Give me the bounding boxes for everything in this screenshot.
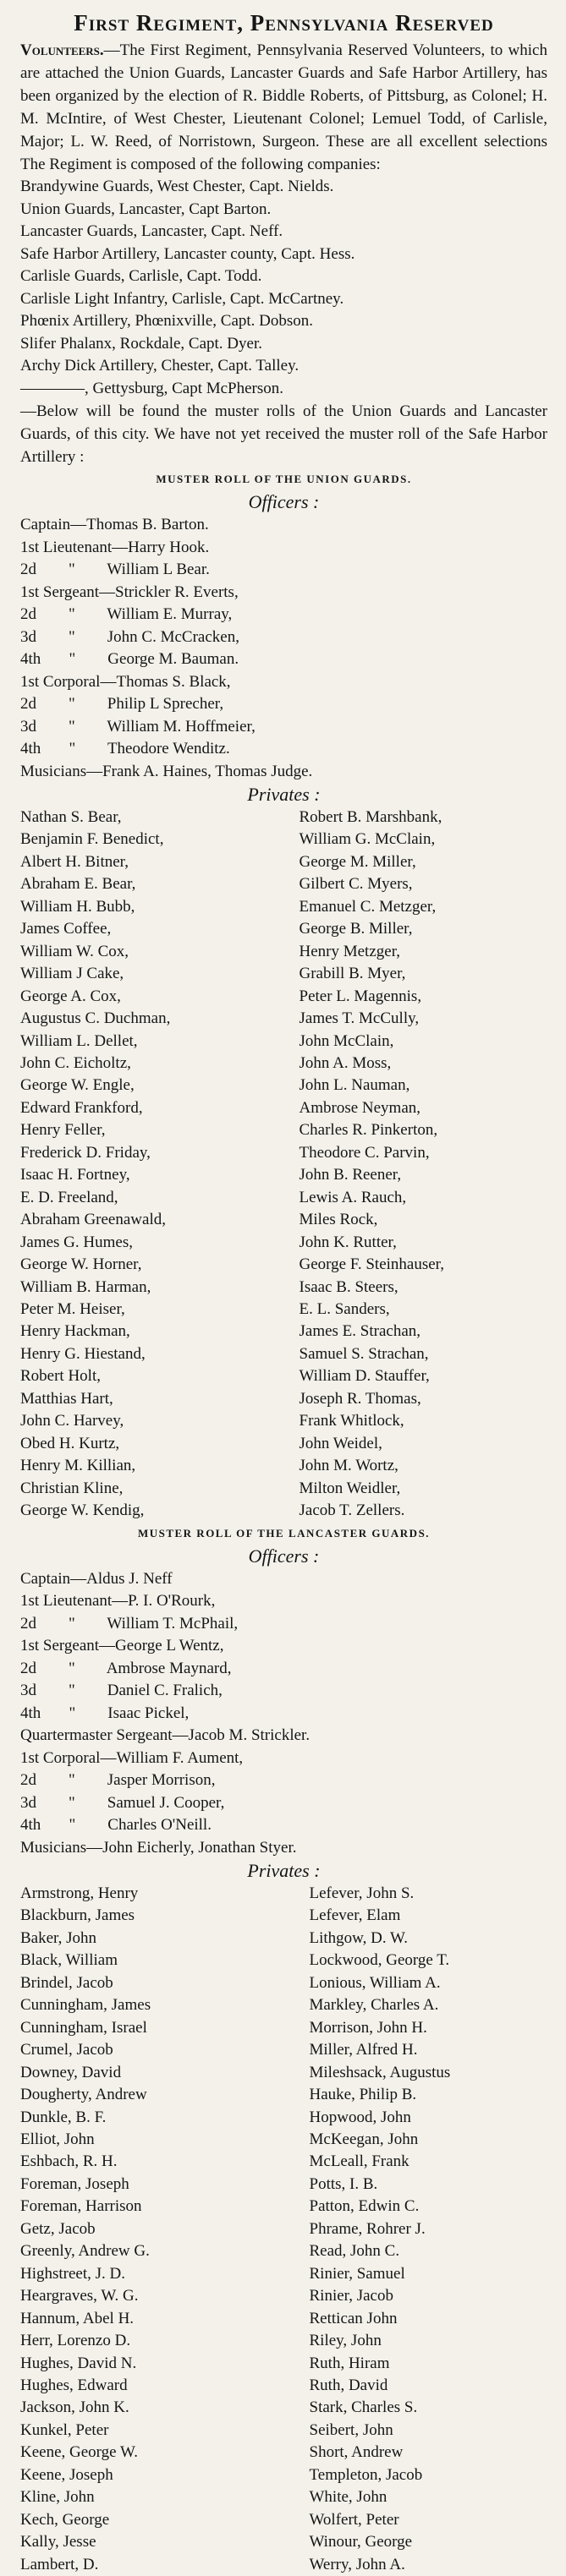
private-name: Rinier, Jacob <box>309 2287 393 2305</box>
private-name: John C. Harvey, <box>20 1412 124 1430</box>
private-name: Ruth, Hiram <box>309 2354 390 2372</box>
private-name: Kech, George <box>20 2510 110 2529</box>
private-name: Black, William <box>20 1951 118 1970</box>
company-item: ————, Gettysburg, Capt McPherson. <box>20 379 284 397</box>
private-name: George W. Horner, <box>20 1255 142 1274</box>
private-name: Hughes, Edward <box>20 2376 128 2394</box>
lancaster-privates-heading: Privates : <box>247 1860 321 1881</box>
intro-text: —The First Regiment, Pennsylvania Reserved Volunteers, to which are attached the Union Guards, Lancaster Guards and Safe Harbor Artillery, has been organized by the election of R. Biddle Roberts, of Pittsburg, as Colonel; H. M. McIntire, of West Chester, Lieutenant Colonel; Lemuel Todd, of Carlisle, Major; L. W. Reed, of Norristown, Surgeon. These are all excellent selections The Regiment is composed of the following companies: <box>20 41 547 173</box>
private-name: Robert Holt, <box>20 1367 101 1386</box>
company-item: Carlisle Guards, Carlisle, Capt. Todd. <box>20 267 262 285</box>
private-name: George W. Kendig, <box>20 1501 145 1520</box>
muster-note: —Below will be found the muster rolls of the Union Guards and Lancaster Guards, of this city. We have not yet received the muster roll of the Safe Harbor Artillery : <box>20 402 547 466</box>
private-name: Eshbach, R. H. <box>20 2152 118 2171</box>
private-name: Short, Andrew <box>309 2443 404 2462</box>
private-name: Miles Rock, <box>299 1211 378 1229</box>
private-name: Grabill B. Myer, <box>299 965 406 983</box>
private-name: Keene, George W. <box>20 2443 138 2462</box>
officer-line: 1st Sergeant—George L Wentz, <box>20 1637 224 1654</box>
lancaster-privates-grid <box>20 1883 547 2576</box>
private-name: Hauke, Philip B. <box>309 2086 417 2104</box>
private-name: Baker, John <box>20 1928 96 1947</box>
private-name: Cunningham, Israel <box>20 2018 147 2037</box>
private-name: Nathan S. Bear, <box>20 808 122 826</box>
private-name: William G. McClain, <box>299 830 436 849</box>
private-name: Peter L. Magennis, <box>299 987 422 1005</box>
private-name: Obed H. Kurtz, <box>20 1434 120 1452</box>
private-name: Downey, David <box>20 2063 122 2081</box>
private-name: Highstreet, J. D. <box>20 2264 126 2283</box>
private-name: George W. Engle, <box>20 1076 135 1095</box>
private-name: Frank Whitlock, <box>299 1412 404 1430</box>
officer-line: Quartermaster Sergeant—Jacob M. Strickler. <box>20 1726 310 1744</box>
officer-line: 3d " Daniel C. Fralich, <box>20 1682 223 1699</box>
private-name: William B. Harman, <box>20 1277 151 1296</box>
private-name: Hughes, David N. <box>20 2354 137 2372</box>
private-name: Gilbert C. Myers, <box>299 875 413 894</box>
private-name: George B. Miller, <box>299 920 413 938</box>
private-name: Brindel, Jacob <box>20 1973 113 1992</box>
union-guards-heading: MUSTER ROLL OF THE UNION GUARDS. <box>156 473 412 485</box>
article-title: First Regiment, Pennsylvania Reserved <box>74 10 494 36</box>
private-name: William J Cake, <box>20 965 124 983</box>
company-item: Archy Dick Artillery, Chester, Capt. Talley. <box>20 357 299 375</box>
private-name: John B. Reener, <box>299 1166 402 1184</box>
private-name: Robert B. Marshbank, <box>299 808 442 826</box>
lancaster-officers-heading: Officers : <box>248 1545 320 1567</box>
private-name: Phrame, Rohrer J. <box>309 2219 426 2238</box>
private-name: Edward Frankford, <box>20 1098 143 1117</box>
officer-line: 2d " Ambrose Maynard, <box>20 1659 232 1677</box>
private-name: Markley, Charles A. <box>309 1996 439 2015</box>
private-name: Mileshsack, Augustus <box>309 2063 451 2081</box>
private-name: Rinier, Samuel <box>309 2264 405 2283</box>
lancaster-officers-list <box>20 1568 547 1860</box>
private-name: Samuel S. Strachan, <box>299 1344 429 1363</box>
private-name: Peter M. Heiser, <box>20 1299 125 1318</box>
union-officers-list <box>20 514 547 783</box>
officer-line: 1st Sergeant—Strickler R. Everts, <box>20 582 239 601</box>
private-name: William L. Dellet, <box>20 1031 138 1050</box>
private-name: Seibert, John <box>309 2420 393 2439</box>
company-item: Lancaster Guards, Lancaster, Capt. Neff. <box>20 222 283 240</box>
officer-line: 4th " George M. Bauman. <box>20 650 239 668</box>
company-item: Phœnix Artillery, Phœnixville, Capt. Dobson. <box>20 312 314 330</box>
union-officers-heading: Officers : <box>248 491 320 512</box>
private-name: Lambert, D. <box>20 2555 99 2573</box>
private-name: E. L. Sanders, <box>299 1299 390 1318</box>
private-name: Morrison, John H. <box>309 2018 427 2037</box>
private-name: Benjamin F. Benedict, <box>20 830 164 849</box>
private-name: Wolfert, Peter <box>309 2510 399 2529</box>
private-name: Miller, Alfred H. <box>309 2041 418 2059</box>
private-name: Isaac H. Fortney, <box>20 1166 130 1184</box>
private-name: George A. Cox, <box>20 987 121 1005</box>
private-name: Crumel, Jacob <box>20 2041 113 2059</box>
private-name: John Weidel, <box>299 1434 382 1452</box>
officer-line: 4th " Theodore Wenditz. <box>20 740 230 757</box>
private-name: McLeall, Frank <box>309 2152 409 2171</box>
union-privates-grid <box>20 807 547 1523</box>
officer-line: Captain—Aldus J. Neff <box>20 1569 173 1588</box>
private-name: John M. Wortz, <box>299 1457 398 1475</box>
company-list <box>20 176 547 400</box>
private-name: John L. Nauman, <box>299 1076 410 1095</box>
private-name: Armstrong, Henry <box>20 1884 139 1902</box>
private-name: Jacob T. Zellers. <box>299 1501 405 1520</box>
private-name: Greenly, Andrew G. <box>20 2242 150 2261</box>
private-name: Henry G. Hiestand, <box>20 1344 146 1363</box>
officer-line: 2d " William E. Murray, <box>20 605 233 623</box>
private-name: Joseph R. Thomas, <box>299 1389 421 1408</box>
officer-line: 3d " John C. McCracken, <box>20 627 239 646</box>
intro-paragraph <box>20 39 547 176</box>
private-name: Hopwood, John <box>309 2108 411 2126</box>
officer-line: Captain—Thomas B. Barton. <box>20 516 209 533</box>
private-name: E. D. Freeland, <box>20 1188 118 1206</box>
company-item: Brandywine Guards, West Chester, Capt. Nields. <box>20 178 334 195</box>
private-name: Werry, John A. <box>309 2555 405 2573</box>
officer-line: 2d " Jasper Morrison, <box>20 1771 216 1789</box>
private-name: Theodore C. Parvin, <box>299 1143 430 1162</box>
private-name: Emanuel C. Metzger, <box>299 897 437 916</box>
private-name: Frederick D. Friday, <box>20 1143 151 1162</box>
private-name: Lockwood, George T. <box>309 1951 450 1970</box>
private-name: Riley, John <box>309 2332 382 2350</box>
private-name: Foreman, Harrison <box>20 2197 142 2216</box>
private-name: Rettican John <box>309 2309 398 2327</box>
private-name: McKeegan, John <box>309 2130 419 2148</box>
private-name: John C. Eicholtz, <box>20 1053 131 1072</box>
private-name: Winour, George <box>309 2533 413 2551</box>
private-name: Lonious, William A. <box>309 1973 441 1992</box>
private-name: Isaac B. Steers, <box>299 1277 398 1296</box>
company-item: Slifer Phalanx, Rockdale, Capt. Dyer. <box>20 334 262 353</box>
private-name: James E. Strachan, <box>299 1322 421 1341</box>
intro-lead-word: Volunteers. <box>20 41 104 59</box>
private-name: William W. Cox, <box>20 942 129 960</box>
officer-line: 2d " William T. McPhail, <box>20 1614 239 1633</box>
officer-line: 1st Lieutenant—Harry Hook. <box>20 538 210 556</box>
officer-line: 3d " Samuel J. Cooper, <box>20 1793 225 1812</box>
private-name: James Coffee, <box>20 920 112 938</box>
private-name: Getz, Jacob <box>20 2219 96 2238</box>
private-name: William H. Bubb, <box>20 897 135 916</box>
private-name: Lefever, John S. <box>309 1884 415 1902</box>
officer-line: 3d " William M. Hoffmeier, <box>20 717 256 736</box>
private-name: Ruth, David <box>309 2376 388 2394</box>
company-item: Carlisle Light Infantry, Carlisle, Capt. McCartney. <box>20 289 344 308</box>
company-item: Safe Harbor Artillery, Lancaster county, Capt. Hess. <box>20 244 355 263</box>
private-name: James G. Humes, <box>20 1233 133 1251</box>
private-name: George F. Steinhauser, <box>299 1255 445 1274</box>
private-name: Lithgow, D. W. <box>309 1928 408 1947</box>
private-name: William D. Stauffer, <box>299 1367 430 1386</box>
private-name: Henry Metzger, <box>299 942 401 960</box>
private-name: Stark, Charles S. <box>309 2398 418 2417</box>
private-name: Cunningham, James <box>20 1996 151 2015</box>
officer-line: 1st Lieutenant—P. I. O'Rourk, <box>20 1592 216 1610</box>
officer-line: Musicians—Frank A. Haines, Thomas Judge. <box>20 762 313 780</box>
private-name: White, John <box>309 2488 387 2507</box>
private-name: Foreman, Joseph <box>20 2174 129 2193</box>
private-name: Kline, John <box>20 2488 95 2507</box>
private-name: Charles R. Pinkerton, <box>299 1121 438 1140</box>
private-name: George M. Miller, <box>299 852 416 871</box>
private-name: Lewis A. Rauch, <box>299 1188 407 1206</box>
private-name: Heargraves, W. G. <box>20 2287 139 2305</box>
lancaster-guards-heading: MUSTER ROLL OF THE LANCASTER GUARDS. <box>137 1526 431 1540</box>
private-name: Lefever, Elam <box>309 1906 401 1925</box>
private-name: Augustus C. Duchman, <box>20 1009 171 1028</box>
officer-line: 2d " William L Bear. <box>20 561 210 578</box>
private-name: Read, John C. <box>309 2242 400 2261</box>
private-name: Dougherty, Andrew <box>20 2086 147 2104</box>
private-name: Ambrose Neyman, <box>299 1098 421 1117</box>
officer-line: Musicians—John Eicherly, Jonathan Styer. <box>20 1838 297 1857</box>
private-name: Potts, I. B. <box>309 2174 378 2193</box>
private-name: Dunkle, B. F. <box>20 2108 107 2126</box>
private-name: Henry Hackman, <box>20 1322 130 1341</box>
private-name: Templeton, Jacob <box>309 2465 423 2484</box>
officer-line: 1st Corporal—Thomas S. Black, <box>20 672 231 691</box>
private-name: Matthias Hart, <box>20 1389 113 1408</box>
private-name: Milton Weidler, <box>299 1479 401 1497</box>
private-name: Blackburn, James <box>20 1906 135 1925</box>
private-name: James T. McCully, <box>299 1009 420 1028</box>
officer-line: 2d " Philip L Sprecher, <box>20 695 224 713</box>
officer-line: 4th " Charles O'Neill. <box>20 1816 212 1834</box>
private-name: Kunkel, Peter <box>20 2420 109 2439</box>
private-name: Henry Feller, <box>20 1121 106 1140</box>
private-name: John McClain, <box>299 1031 394 1050</box>
officer-line: 1st Corporal—William F. Aument, <box>20 1748 244 1767</box>
private-name: Kally, Jesse <box>20 2533 96 2551</box>
private-name: Jackson, John K. <box>20 2398 129 2417</box>
private-name: Abraham Greenawald, <box>20 1211 166 1229</box>
union-privates-heading: Privates : <box>247 784 321 805</box>
private-name: Albert H. Bitner, <box>20 852 129 871</box>
private-name: John K. Rutter, <box>299 1233 397 1251</box>
private-name: Patton, Edwin C. <box>309 2197 420 2216</box>
private-name: Abraham E. Bear, <box>20 875 136 894</box>
private-name: Christian Kline, <box>20 1479 124 1497</box>
private-name: Henry M. Killian, <box>20 1457 136 1475</box>
private-name: John A. Moss, <box>299 1053 392 1072</box>
private-name: Hannum, Abel H. <box>20 2309 135 2327</box>
private-name: Keene, Joseph <box>20 2465 113 2484</box>
private-name: Herr, Lorenzo D. <box>20 2332 131 2350</box>
private-name: Elliot, John <box>20 2130 95 2148</box>
officer-line: 4th " Isaac Pickel, <box>20 1704 190 1722</box>
company-item: Union Guards, Lancaster, Capt Barton. <box>20 200 272 218</box>
